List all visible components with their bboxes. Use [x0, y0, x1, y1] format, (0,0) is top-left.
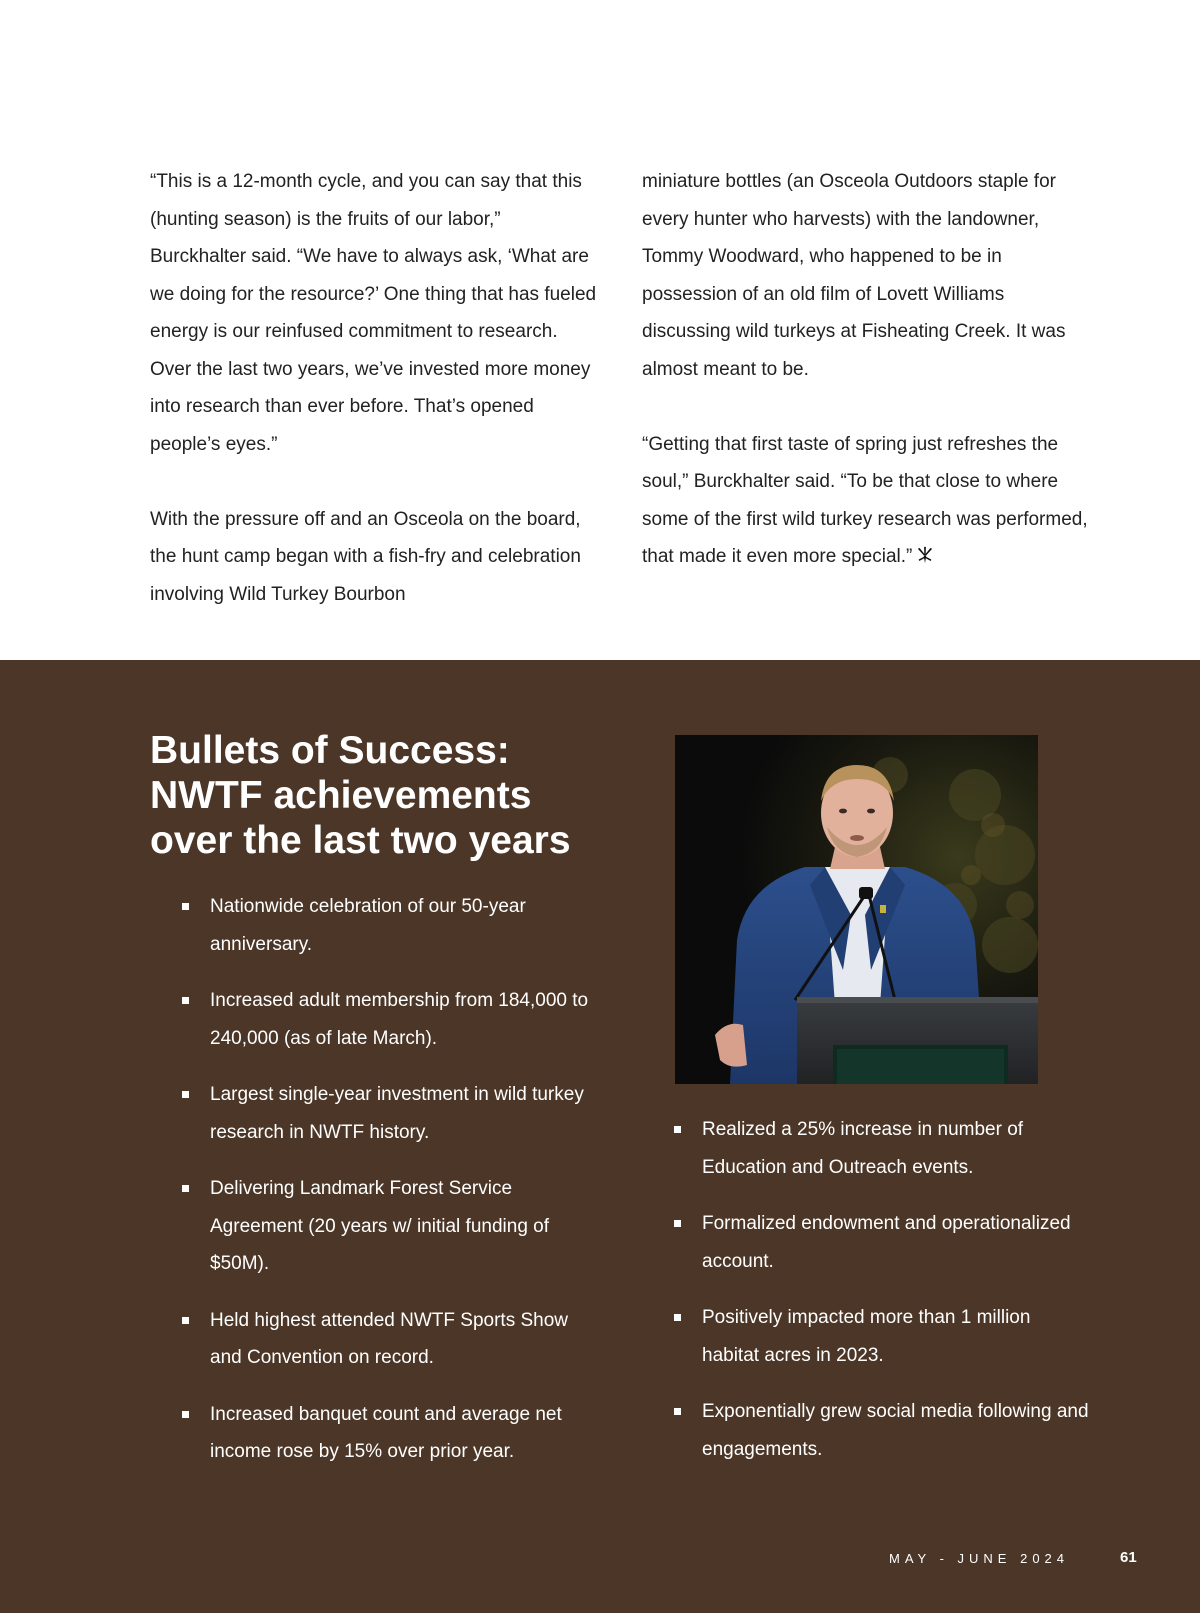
bullet-text: Nationwide celebration of our 50-year anniversary.	[210, 896, 526, 955]
square-bullet-icon	[182, 1185, 189, 1192]
list-item	[180, 1396, 600, 1471]
bullet-text: Formalized endowment and operationalized account.	[702, 1213, 1071, 1272]
achievements-list-left	[180, 888, 600, 1490]
list-item	[672, 1111, 1092, 1186]
list-item	[180, 1076, 600, 1151]
speaker-at-podium-photo	[675, 735, 1038, 1084]
square-bullet-icon	[182, 903, 189, 910]
bullet-text: Positively impacted more than 1 million habitat acres in 2023.	[702, 1307, 1031, 1366]
page-number: 61	[1120, 1549, 1137, 1566]
article-column-left	[150, 163, 600, 613]
square-bullet-icon	[674, 1220, 681, 1227]
square-bullet-icon	[674, 1314, 681, 1321]
bullets-of-success-panel	[0, 660, 1200, 1613]
square-bullet-icon	[182, 1411, 189, 1418]
list-item	[672, 1299, 1092, 1374]
article-paragraph: miniature bottles (an Osceola Outdoors staple for every hunter who harvests) with the landowner, Tommy Woodward, who happened to be in possession of an old film of Lovett Williams discussing wild turkeys at Fisheating Creek. It was almost meant to be.	[642, 171, 1066, 380]
article-column-right	[642, 163, 1097, 576]
square-bullet-icon	[674, 1126, 681, 1133]
bullet-text: Increased banquet count and average net income rose by 15% over prior year.	[210, 1403, 562, 1462]
bullet-text: Increased adult membership from 184,000 to 240,000 (as of late March).	[210, 990, 589, 1049]
list-item	[180, 982, 600, 1057]
bullet-text: Realized a 25% increase in number of Education and Outreach events.	[702, 1119, 1024, 1178]
bullet-text: Held highest attended NWTF Sports Show and Convention on record.	[210, 1309, 569, 1368]
achievements-list-right	[672, 1111, 1092, 1487]
article-paragraph-last	[642, 426, 1097, 576]
bullet-text: Largest single-year investment in wild turkey research in NWTF history.	[210, 1084, 584, 1143]
panel-title: Bullets of Success: NWTF achievements over the last two years	[150, 729, 571, 862]
article-paragraph: “This is a 12-month cycle, and you can say that this (hunting season) is the fruits of our labor,” Burckhalter said. “We have to always ask, ‘What are we doing for the resource?’ One thing that has fueled energy is our reinfused commitment to research. Over the last two years, we’ve invested more money into research than ever before. That’s opened people’s eyes.”	[150, 171, 597, 455]
article-section	[0, 0, 1200, 660]
list-item	[180, 1302, 600, 1377]
article-paragraph-text: “Getting that first taste of spring just refreshes the soul,” Burckhalter said. “To be that close to where some of the first wild turkey research was performed, that made it even more special.”	[642, 433, 1088, 567]
bullet-text: Exponentially grew social media following and engagements.	[702, 1401, 1089, 1460]
square-bullet-icon	[182, 997, 189, 1004]
list-item	[180, 888, 600, 963]
list-item	[180, 1170, 600, 1283]
photo-illustration	[675, 735, 1038, 1084]
issue-date: MAY - JUNE 2024	[889, 1551, 1070, 1566]
list-item	[672, 1393, 1092, 1468]
square-bullet-icon	[674, 1408, 681, 1415]
square-bullet-icon	[182, 1091, 189, 1098]
turkey-track-icon	[916, 546, 934, 564]
article-paragraph: With the pressure off and an Osceola on the board, the hunt camp began with a fish-fry and celebration involving Wild Turkey Bourbon	[150, 508, 581, 605]
bullet-text: Delivering Landmark Forest Service Agreement (20 years w/ initial funding of $50M).	[210, 1178, 550, 1274]
square-bullet-icon	[182, 1317, 189, 1324]
list-item	[672, 1205, 1092, 1280]
